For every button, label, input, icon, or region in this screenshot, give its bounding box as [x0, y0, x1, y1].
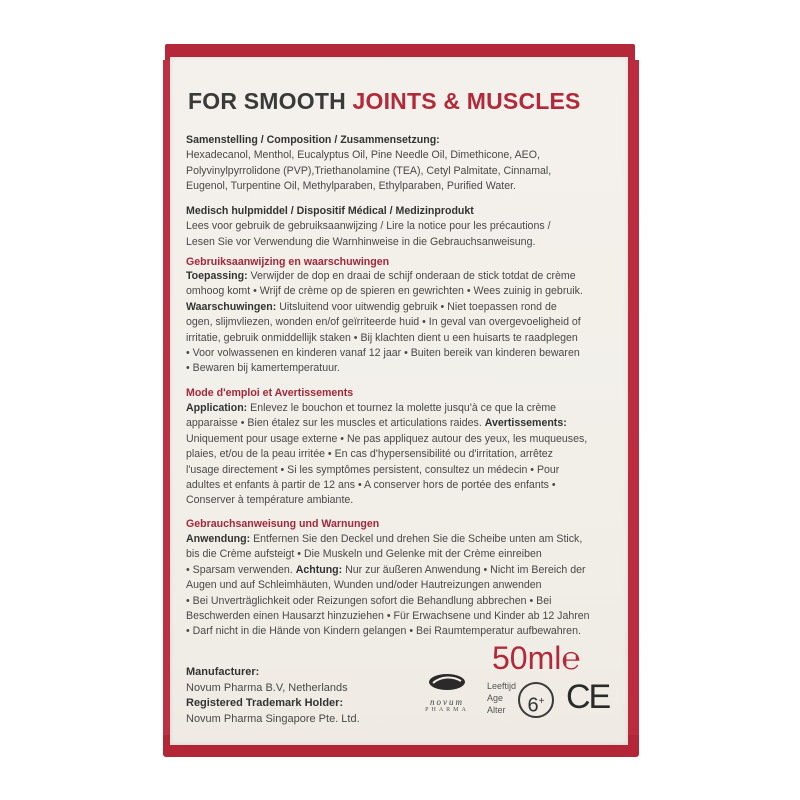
- composition-title: Samenstelling / Composition / Zusammensetzung:: [186, 134, 440, 146]
- de-line: bis die Crème aufsteigt • Die Muskeln und Gelenke mit der Crème einreiben: [186, 548, 542, 561]
- de-section-title: Gebrauchsanweisung und Warnungen: [186, 518, 380, 530]
- nl-label: Toepassing:: [186, 270, 248, 282]
- fr-line: plaies, et/ou de la peau irritée • En cas d'hypersensibilité ou d'irritation, arrêtez: [186, 448, 553, 461]
- box-right-edge: [627, 60, 639, 750]
- volume-value: 50ml: [492, 640, 562, 676]
- composition-block: [186, 133, 616, 195]
- novum-logo-text: novum: [430, 697, 464, 707]
- medical-block: [186, 204, 616, 250]
- de-warn-text: Nur zur äußeren Anwendung • Nicht im Bereich der: [342, 563, 586, 576]
- nl-line: Uitsluitend voor uitwendig gebruik • Niet toepassen rond de: [276, 300, 557, 313]
- composition-line: Hexadecanol, Menthol, Eucalyptus Oil, Pine Needle Oil, Dimethicone, AEO,: [186, 149, 540, 162]
- fr-line: l'usage directement • Si les symptômes persistent, consultez un médecin • Pour: [186, 463, 560, 476]
- fr-section-title: Mode d'emploi et Avertissements: [186, 387, 354, 399]
- medical-title: Medisch hulpmiddel / Dispositif Médical / Medizinprodukt: [186, 205, 474, 217]
- volume-label: [492, 640, 581, 677]
- de-warn-label: Achtung:: [295, 563, 343, 576]
- fr-line: Conserver à température ambiante.: [186, 494, 354, 507]
- age-labels: [487, 680, 516, 716]
- nl-line: omhoog komt • Wrijf de crème op de spieren en gewrichten • Wees zuinig in gebruik.: [186, 285, 583, 298]
- age-label-en: Age: [487, 693, 504, 703]
- fr-line: adultes et enfants à partir de 12 ans • A conserver hors de portée des enfants •: [186, 479, 556, 492]
- medical-line: Lees voor gebruik de gebruiksaanwijzing / Lire la notice pour les précautions /: [186, 220, 551, 233]
- fr-line: Uniquement pour usage externe • Ne pas appliquez autour des yeux, les muqueuses,: [186, 432, 588, 445]
- composition-line: Eugenol, Turpentine Oil, Methylparaben, Ethylparaben, Purified Water.: [186, 180, 516, 193]
- manufacturer-label: Manufacturer:: [186, 666, 260, 678]
- fr-block: [186, 401, 616, 509]
- nl-line: Verwijder de dop en draai de schijf onderaan de stick totdat de crème: [247, 270, 576, 282]
- fr-line: apparaisse • Bien étalez sur les muscles et articulations raides.: [186, 417, 485, 430]
- nl-line: ogen, slijmvliezen, wonden en/of geïrriteerde huid • In geval van overgevoeligheid of: [186, 316, 581, 329]
- nl-line: irritatie, gebruik onmiddellijk staken • Bij klachten dient u een huisarts te raadplegen: [186, 331, 578, 344]
- nl-line: • Voor volwassenen en kinderen vanaf 12 jaar • Buiten bereik van kinderen bewaren: [186, 347, 580, 360]
- novum-logo: [417, 672, 477, 713]
- de-line: • Bei Unverträglichkeit oder Reizungen sofort die Behandlung abbrechen • Bei: [186, 594, 552, 607]
- footer-block: [186, 665, 360, 727]
- fr-line: Enlevez le bouchon et tournez la molette jusqu'à ce que la crème: [247, 402, 557, 414]
- estimated-sign-icon: ℮: [561, 640, 581, 676]
- headline: [188, 88, 581, 115]
- headline-red: JOINTS & MUSCLES: [352, 88, 581, 114]
- de-label: Anwendung:: [186, 533, 251, 545]
- age-plus: +: [538, 696, 545, 707]
- novum-logo-icon: [427, 672, 467, 692]
- de-line: Augen und auf Schleimhäuten, Wunden und/oder Hautreizungen anwenden: [186, 579, 542, 592]
- nl-section-title: Gebruiksaanwijzing en waarschuwingen: [186, 256, 390, 268]
- composition-line: Polyvinylpyrrolidone (PVP),Triethanolamine (TEA), Cetyl Palmitate, Cinnamal,: [186, 164, 552, 177]
- de-block: [186, 532, 616, 640]
- fr-label: Application:: [186, 402, 248, 414]
- nl-block: [186, 269, 616, 377]
- holder-value: Novum Pharma Singapore Pte. Ltd.: [186, 712, 360, 725]
- nl-line: • Bewaren bij kamertemperatuur.: [186, 362, 340, 375]
- de-line: • Sparsam verwenden.: [186, 563, 296, 576]
- age-value: 6: [527, 694, 539, 717]
- nl-label: Waarschuwingen:: [186, 300, 277, 313]
- headline-dark: FOR SMOOTH: [188, 88, 353, 114]
- age-label-de: Alter: [487, 705, 506, 715]
- novum-logo-sub: PHARMA: [425, 707, 469, 713]
- fr-warn-label: Avertissements:: [484, 417, 567, 430]
- manufacturer-value: Novum Pharma B.V, Netherlands: [186, 681, 348, 694]
- medical-line: Lesen Sie vor Verwendung die Warnhinweise in die Gebrauchsanweisung.: [186, 235, 536, 248]
- age-label-nl: Leeftijd: [487, 681, 517, 691]
- de-line: Entfernen Sie den Deckel und drehen Sie die Scheibe unten am Stick,: [250, 533, 583, 545]
- holder-label: Registered Trademark Holder:: [186, 697, 344, 709]
- de-line: Beschwerden einen Hausarzt hinzuziehen • Für Erwachsene und Kinder ab 12 Jahren: [186, 610, 590, 623]
- de-line: • Darf nicht in die Hände von Kindern gelangen • Bei Raumtemperatur aufbewahren.: [186, 625, 581, 638]
- ce-mark-icon: CE: [566, 678, 610, 716]
- age-badge: [518, 682, 554, 718]
